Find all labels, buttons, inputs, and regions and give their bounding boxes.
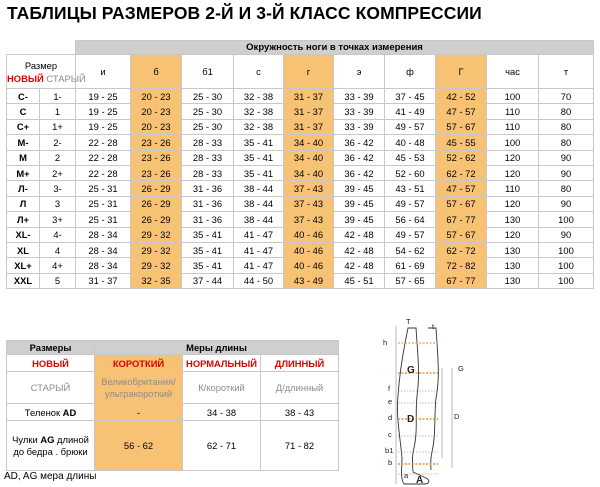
table-cell: 35 - 41 bbox=[234, 165, 284, 180]
label-a: a bbox=[404, 471, 409, 480]
table-cell: 36 - 42 bbox=[334, 150, 385, 165]
col-short: КОРОТКИЙ bbox=[95, 355, 183, 372]
label-e: e bbox=[388, 397, 393, 406]
label-A: A bbox=[416, 475, 424, 486]
table-cell: 25 - 31 bbox=[76, 196, 131, 211]
calf-label: Теленок bbox=[24, 406, 61, 418]
leg-outline-back bbox=[428, 328, 438, 470]
table-cell: 35 - 41 bbox=[182, 227, 234, 242]
table-cell: 28 - 34 bbox=[76, 258, 131, 273]
size-old: 3- bbox=[40, 181, 76, 196]
size-old: 1+ bbox=[40, 119, 76, 134]
table-cell: 100 bbox=[487, 135, 539, 150]
table-cell: 43 - 49 bbox=[284, 273, 334, 288]
table-cell: 61 - 69 bbox=[385, 258, 436, 273]
table-cell: 110 bbox=[487, 119, 539, 134]
size-table-header: Окружность ноги в точках измерения bbox=[76, 41, 594, 55]
stocking-short: 56 - 62 bbox=[95, 421, 183, 471]
table-row bbox=[7, 104, 594, 119]
size-new: М bbox=[7, 150, 40, 165]
table-cell: 36 - 42 bbox=[334, 165, 385, 180]
table-cell: 32 - 35 bbox=[131, 273, 182, 288]
calf-row-label bbox=[7, 404, 95, 421]
table-cell: 39 - 45 bbox=[334, 196, 385, 211]
table-cell: 33 - 39 bbox=[334, 89, 385, 104]
size-old-label: СТАРЫЙ bbox=[46, 72, 86, 84]
table-cell: 20 - 23 bbox=[131, 119, 182, 134]
table-cell: 29 - 32 bbox=[131, 227, 182, 242]
table-cell: 28 - 34 bbox=[76, 227, 131, 242]
table-cell: 25 - 30 bbox=[182, 104, 234, 119]
table-cell: 54 - 62 bbox=[385, 242, 436, 257]
calf-short: - bbox=[95, 404, 183, 421]
table-cell: 37 - 43 bbox=[284, 181, 334, 196]
page-title: ТАБЛИЦЫ РАЗМЕРОВ 2-Й И 3-Й КЛАСС КОМПРЕССИИ bbox=[7, 3, 482, 23]
label-D-inner: D bbox=[407, 414, 415, 425]
label-G-inner: G bbox=[407, 365, 415, 376]
size-new: С+ bbox=[7, 119, 40, 134]
calf-code: AD bbox=[62, 406, 77, 418]
table-cell: 26 - 29 bbox=[131, 181, 182, 196]
column-header: г bbox=[284, 55, 334, 89]
table-cell: 32 - 38 bbox=[234, 89, 284, 104]
table-cell: 80 bbox=[539, 119, 594, 134]
table-cell: 90 bbox=[539, 165, 594, 180]
col-normal: НОРМАЛЬНЫЙ bbox=[183, 355, 261, 372]
size-old: 2 bbox=[40, 150, 76, 165]
table-cell: 42 - 48 bbox=[334, 242, 385, 257]
table-row bbox=[7, 119, 594, 134]
size-old: 1- bbox=[40, 89, 76, 104]
stocking-label-1: Чулки bbox=[12, 433, 38, 445]
size-new: XL bbox=[7, 242, 40, 257]
table-cell: 110 bbox=[487, 181, 539, 196]
table-cell: 28 - 34 bbox=[76, 242, 131, 257]
table-cell: 25 - 30 bbox=[182, 119, 234, 134]
table-cell: 22 - 28 bbox=[76, 165, 131, 180]
table-cell: 23 - 26 bbox=[131, 150, 182, 165]
table-cell: 40 - 46 bbox=[284, 227, 334, 242]
column-header: Г bbox=[436, 55, 487, 89]
table-row bbox=[7, 258, 594, 273]
table-cell: 26 - 29 bbox=[131, 196, 182, 211]
calf-normal: 34 - 38 bbox=[183, 404, 261, 421]
table-row bbox=[7, 181, 594, 196]
table-cell: 19 - 25 bbox=[76, 89, 131, 104]
size-new-old bbox=[7, 72, 86, 85]
table-cell: 57 - 67 bbox=[436, 119, 487, 134]
size-new: XL- bbox=[7, 227, 40, 242]
table-cell: 32 - 38 bbox=[234, 119, 284, 134]
table-cell: 45 - 51 bbox=[334, 273, 385, 288]
table-cell: 70 bbox=[539, 89, 594, 104]
table-cell: 100 bbox=[539, 212, 594, 227]
footnote: AD, AG мера длины bbox=[4, 471, 97, 482]
table-cell: 120 bbox=[487, 165, 539, 180]
table-row bbox=[7, 150, 594, 165]
column-header: час bbox=[487, 55, 539, 89]
table-cell: 23 - 26 bbox=[131, 135, 182, 150]
table-cell: 110 bbox=[487, 104, 539, 119]
table-cell: 56 - 64 bbox=[385, 212, 436, 227]
label-f: f bbox=[388, 384, 391, 393]
stocking-normal: 62 - 71 bbox=[183, 421, 261, 471]
table-cell: 120 bbox=[487, 227, 539, 242]
column-header: с bbox=[234, 55, 284, 89]
size-old: 4 bbox=[40, 242, 76, 257]
old-long: Д/длинный bbox=[261, 372, 339, 404]
table-row bbox=[7, 273, 594, 288]
table-row bbox=[7, 212, 594, 227]
table-cell: 25 - 31 bbox=[76, 212, 131, 227]
table-row bbox=[7, 242, 594, 257]
label-t: t bbox=[432, 322, 435, 331]
table-cell: 23 - 26 bbox=[131, 165, 182, 180]
table-cell: 39 - 45 bbox=[334, 181, 385, 196]
header-spacer bbox=[7, 41, 76, 55]
table-cell: 41 - 47 bbox=[234, 258, 284, 273]
size-caption bbox=[7, 55, 86, 89]
table-cell: 38 - 44 bbox=[234, 212, 284, 227]
table-cell: 38 - 44 bbox=[234, 181, 284, 196]
stocking-row-label bbox=[7, 421, 95, 471]
table-cell: 130 bbox=[487, 273, 539, 288]
table-cell: 31 - 37 bbox=[76, 273, 131, 288]
size-old: 4- bbox=[40, 227, 76, 242]
size-new: М- bbox=[7, 135, 40, 150]
label-d: d bbox=[388, 413, 393, 422]
column-header: э bbox=[334, 55, 385, 89]
size-new: Л- bbox=[7, 181, 40, 196]
old-short: Великобритания/ ультракороткий bbox=[95, 372, 183, 404]
column-header: б bbox=[131, 55, 182, 89]
table-cell: 35 - 41 bbox=[182, 258, 234, 273]
table-cell: 67 - 77 bbox=[436, 212, 487, 227]
table-cell: 57 - 67 bbox=[436, 196, 487, 211]
table-cell: 90 bbox=[539, 227, 594, 242]
table-cell: 37 - 43 bbox=[284, 212, 334, 227]
table-cell: 31 - 37 bbox=[284, 119, 334, 134]
label-D-outer: D bbox=[454, 412, 460, 421]
label-h: h bbox=[383, 338, 388, 347]
table-cell: 37 - 45 bbox=[385, 89, 436, 104]
table-cell: 42 - 48 bbox=[334, 227, 385, 242]
size-new: XXL bbox=[7, 273, 40, 288]
old-normal: К/короткий bbox=[183, 372, 261, 404]
table-cell: 62 - 72 bbox=[436, 242, 487, 257]
size-old: 2- bbox=[40, 135, 76, 150]
table-cell: 26 - 29 bbox=[131, 212, 182, 227]
leg-diagram-svg bbox=[380, 318, 475, 486]
table-cell: 80 bbox=[539, 181, 594, 196]
size-new: Л+ bbox=[7, 212, 40, 227]
stocking-code: AG bbox=[40, 433, 55, 445]
table-cell: 45 - 53 bbox=[385, 150, 436, 165]
table-cell: 36 - 42 bbox=[334, 135, 385, 150]
table-cell: 49 - 57 bbox=[385, 119, 436, 134]
table-cell: 19 - 25 bbox=[76, 104, 131, 119]
table-cell: 31 - 36 bbox=[182, 212, 234, 227]
table-cell: 41 - 47 bbox=[234, 242, 284, 257]
table-cell: 40 - 46 bbox=[284, 258, 334, 273]
table-row bbox=[7, 135, 594, 150]
table-cell: 80 bbox=[539, 104, 594, 119]
size-old: 5 bbox=[40, 273, 76, 288]
table-row bbox=[7, 89, 594, 104]
size-table-header-row bbox=[7, 41, 594, 55]
table-cell: 49 - 57 bbox=[385, 196, 436, 211]
col-long: ДЛИННЫЙ bbox=[261, 355, 339, 372]
table-cell: 34 - 40 bbox=[284, 165, 334, 180]
table-cell: 33 - 39 bbox=[334, 104, 385, 119]
table-cell: 62 - 72 bbox=[436, 165, 487, 180]
table-cell: 57 - 67 bbox=[436, 227, 487, 242]
label-T: T bbox=[406, 317, 411, 326]
table-cell: 47 - 57 bbox=[436, 104, 487, 119]
table-cell: 42 - 48 bbox=[334, 258, 385, 273]
table-cell: 67 - 77 bbox=[436, 273, 487, 288]
table-cell: 43 - 51 bbox=[385, 181, 436, 196]
size-new: С bbox=[7, 104, 40, 119]
length-sizes-header: Размеры bbox=[7, 341, 95, 355]
table-cell: 34 - 40 bbox=[284, 150, 334, 165]
column-header: и bbox=[76, 55, 131, 89]
length-old-label: СТАРЫЙ bbox=[7, 372, 95, 404]
table-cell: 45 - 55 bbox=[436, 135, 487, 150]
label-G-outer: G bbox=[458, 364, 464, 373]
table-cell: 20 - 23 bbox=[131, 104, 182, 119]
size-table bbox=[6, 40, 594, 289]
table-cell: 25 - 30 bbox=[182, 89, 234, 104]
table-cell: 100 bbox=[539, 258, 594, 273]
table-row bbox=[7, 196, 594, 211]
size-old: 3+ bbox=[40, 212, 76, 227]
table-cell: 31 - 37 bbox=[284, 104, 334, 119]
table-cell: 120 bbox=[487, 196, 539, 211]
table-cell: 100 bbox=[539, 242, 594, 257]
table-cell: 38 - 44 bbox=[234, 196, 284, 211]
table-cell: 80 bbox=[539, 135, 594, 150]
table-cell: 47 - 57 bbox=[436, 181, 487, 196]
table-cell: 25 - 31 bbox=[76, 181, 131, 196]
stocking-long: 71 - 82 bbox=[261, 421, 339, 471]
size-new: М+ bbox=[7, 165, 40, 180]
table-cell: 41 - 49 bbox=[385, 104, 436, 119]
length-table bbox=[6, 340, 339, 471]
table-cell: 100 bbox=[539, 273, 594, 288]
size-new-label: НОВЫЙ bbox=[7, 72, 44, 84]
label-b: b bbox=[388, 458, 393, 467]
table-cell: 34 - 40 bbox=[284, 135, 334, 150]
table-cell: 37 - 44 bbox=[182, 273, 234, 288]
table-cell: 28 - 33 bbox=[182, 165, 234, 180]
length-new-label: НОВЫЙ bbox=[7, 355, 95, 372]
table-cell: 42 - 52 bbox=[436, 89, 487, 104]
table-cell: 72 - 82 bbox=[436, 258, 487, 273]
table-cell: 52 - 62 bbox=[436, 150, 487, 165]
table-cell: 57 - 65 bbox=[385, 273, 436, 288]
table-cell: 52 - 60 bbox=[385, 165, 436, 180]
column-header: ф bbox=[385, 55, 436, 89]
table-cell: 90 bbox=[539, 150, 594, 165]
size-new: С- bbox=[7, 89, 40, 104]
table-row bbox=[7, 227, 594, 242]
table-cell: 40 - 46 bbox=[284, 242, 334, 257]
table-cell: 19 - 25 bbox=[76, 119, 131, 134]
table-cell: 39 - 45 bbox=[334, 212, 385, 227]
size-label: Размер bbox=[24, 59, 58, 71]
table-cell: 100 bbox=[487, 89, 539, 104]
table-cell: 120 bbox=[487, 150, 539, 165]
table-cell: 35 - 41 bbox=[234, 150, 284, 165]
table-cell: 44 - 50 bbox=[234, 273, 284, 288]
label-c: c bbox=[388, 430, 392, 439]
size-table-columns-row bbox=[7, 55, 594, 89]
table-cell: 22 - 28 bbox=[76, 150, 131, 165]
table-cell: 29 - 32 bbox=[131, 258, 182, 273]
table-cell: 40 - 48 bbox=[385, 135, 436, 150]
leg-outline bbox=[397, 328, 428, 484]
size-old: 4+ bbox=[40, 258, 76, 273]
leg-measurement-diagram bbox=[380, 318, 475, 486]
table-row bbox=[7, 165, 594, 180]
table-cell: 32 - 38 bbox=[234, 104, 284, 119]
size-new: Л bbox=[7, 196, 40, 211]
size-old: 3 bbox=[40, 196, 76, 211]
table-cell: 31 - 37 bbox=[284, 89, 334, 104]
stocking-label-2: длиной до бедра . брюки bbox=[13, 433, 89, 457]
size-new: XL+ bbox=[7, 258, 40, 273]
table-cell: 130 bbox=[487, 242, 539, 257]
table-cell: 20 - 23 bbox=[131, 89, 182, 104]
calf-long: 38 - 43 bbox=[261, 404, 339, 421]
table-cell: 31 - 36 bbox=[182, 196, 234, 211]
table-cell: 33 - 39 bbox=[334, 119, 385, 134]
table-cell: 37 - 43 bbox=[284, 196, 334, 211]
table-cell: 35 - 41 bbox=[234, 135, 284, 150]
table-cell: 130 bbox=[487, 258, 539, 273]
table-cell: 35 - 41 bbox=[182, 242, 234, 257]
size-old: 1 bbox=[40, 104, 76, 119]
table-cell: 22 - 28 bbox=[76, 135, 131, 150]
table-cell: 49 - 57 bbox=[385, 227, 436, 242]
table-cell: 41 - 47 bbox=[234, 227, 284, 242]
column-header: т bbox=[539, 55, 594, 89]
table-cell: 90 bbox=[539, 196, 594, 211]
table-cell: 130 bbox=[487, 212, 539, 227]
column-header: б1 bbox=[182, 55, 234, 89]
table-cell: 29 - 32 bbox=[131, 242, 182, 257]
label-b1: b1 bbox=[385, 446, 394, 455]
length-measures-header: Меры длины bbox=[95, 341, 339, 355]
table-cell: 28 - 33 bbox=[182, 135, 234, 150]
table-cell: 31 - 36 bbox=[182, 181, 234, 196]
size-old: 2+ bbox=[40, 165, 76, 180]
table-cell: 28 - 33 bbox=[182, 150, 234, 165]
